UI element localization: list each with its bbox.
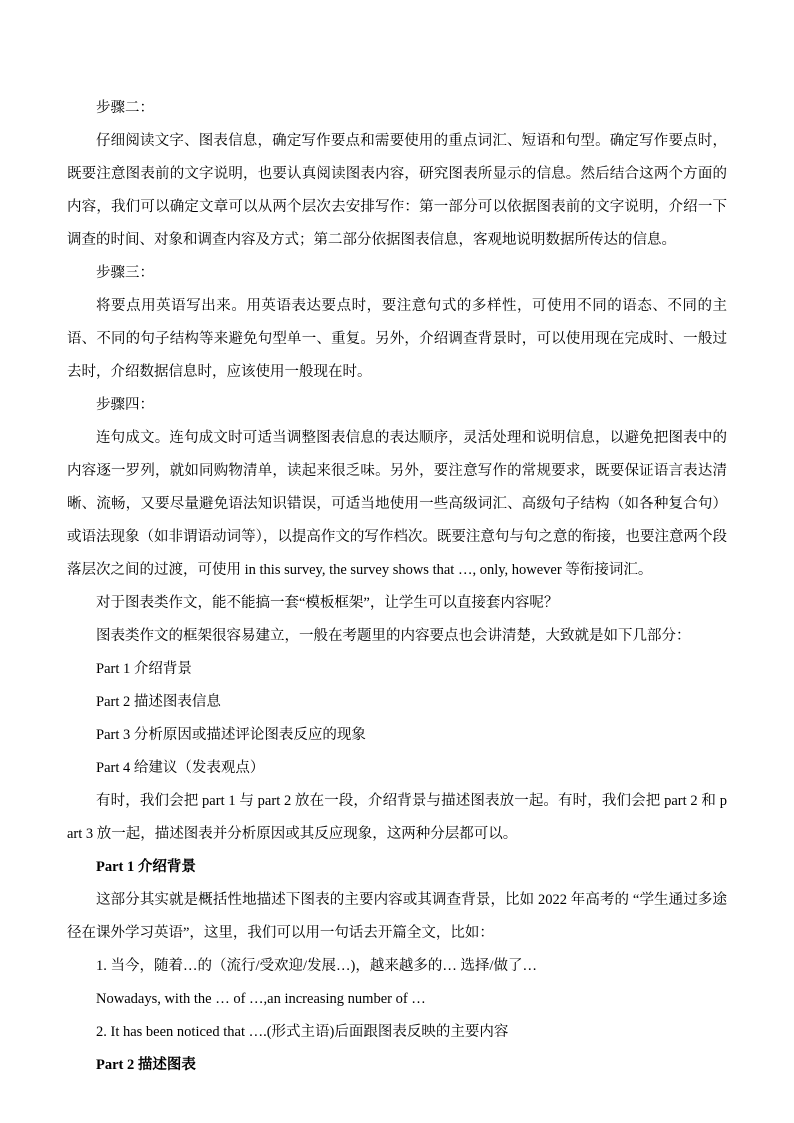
framework-part1-item: Part 1 介绍背景 bbox=[96, 661, 192, 677]
framework-part4-item: Part 4 给建议（发表观点） bbox=[96, 760, 265, 776]
part1-section-heading: Part 1 介绍背景 bbox=[96, 859, 196, 875]
part1-example2: 2. It has been noticed that ….(形式主语)后面跟图表反映的主要内容 bbox=[96, 1024, 509, 1040]
part2-section-heading: Part 2 描述图表 bbox=[96, 1057, 196, 1073]
part1-example1-cn: 1. 当今，随着…的（流行/受欢迎/发展…)，越来越多的… 选择/做了… bbox=[96, 958, 538, 974]
framework-part3-item: Part 3 分析原因或描述评论图表反应的现象 bbox=[96, 727, 366, 743]
framework-intro: 图表类作文的框架很容易建立，一般在考题里的内容要点也会讲清楚，大致就是如下几部分： bbox=[96, 628, 691, 644]
step2-body: 仔细阅读文字、图表信息，确定写作要点和需要使用的重点词汇、短语和句型。确定写作要点时，既要注意图表前的文字说明，也要认真阅读图表内容，研究图表所显示的信息。然后结合这两个方面的内容，我们可以确定文章可以从两个层次去安排写作：第一部分可以依据图表前的文字说明，介绍一下调查的时间、对象和调查内容及方式；第二部分依据图表信息，客观地说明数据所传达的信息。 bbox=[67, 133, 727, 248]
part1-body: 这部分其实就是概括性地描述下图表的主要内容或其调查背景，比如 2022 年高考的 “学生通过多途径在课外学习英语”，这里，我们可以用一句话去开篇全文，比如： bbox=[67, 892, 727, 941]
step3-heading: 步骤三： bbox=[96, 265, 154, 281]
template-question: 对于图表类作文，能不能搞一套“模板框架”，让学生可以直接套内容呢？ bbox=[96, 595, 559, 611]
part1-example1-en: Nowadays, with the … of …,an increasing number of … bbox=[96, 991, 426, 1007]
step3-body: 将要点用英语写出来。用英语表达要点时，要注意句式的多样性，可使用不同的语态、不同的主语、不同的句子结构等来避免句型单一、重复。另外，介绍调查背景时，可以使用现在完成时、一般过去时，介绍数据信息时，应该使用一般现在时。 bbox=[67, 298, 727, 380]
framework-part2-item: Part 2 描述图表信息 bbox=[96, 694, 221, 710]
framework-note: 有时，我们会把 part 1 与 part 2 放在一段，介绍背景与描述图表放一起。有时，我们会把 part 2 和 part 3 放一起，描述图表并分析原因或其反应现象，这两种分层都可以。 bbox=[67, 793, 727, 842]
step2-heading: 步骤二： bbox=[96, 100, 154, 116]
step4-heading: 步骤四： bbox=[96, 397, 154, 413]
step4-body: 连句成文。连句成文时可适当调整图表信息的表达顺序，灵活处理和说明信息，以避免把图表中的内容逐一罗列，就如同购物清单，读起来很乏味。另外，要注意写作的常规要求，既要保证语言表达清晰、流畅，又要尽量避免语法知识错误，可适当地使用一些高级词汇、高级句子结构（如各种复合句）或语法现象（如非谓语动词等），以提高作文的写作档次。既要注意句与句之意的衔接，也要注意两个段落层次之间的过渡，可使用 in this survey, the survey shows that …, only, however 等衔接词汇。 bbox=[67, 430, 727, 578]
